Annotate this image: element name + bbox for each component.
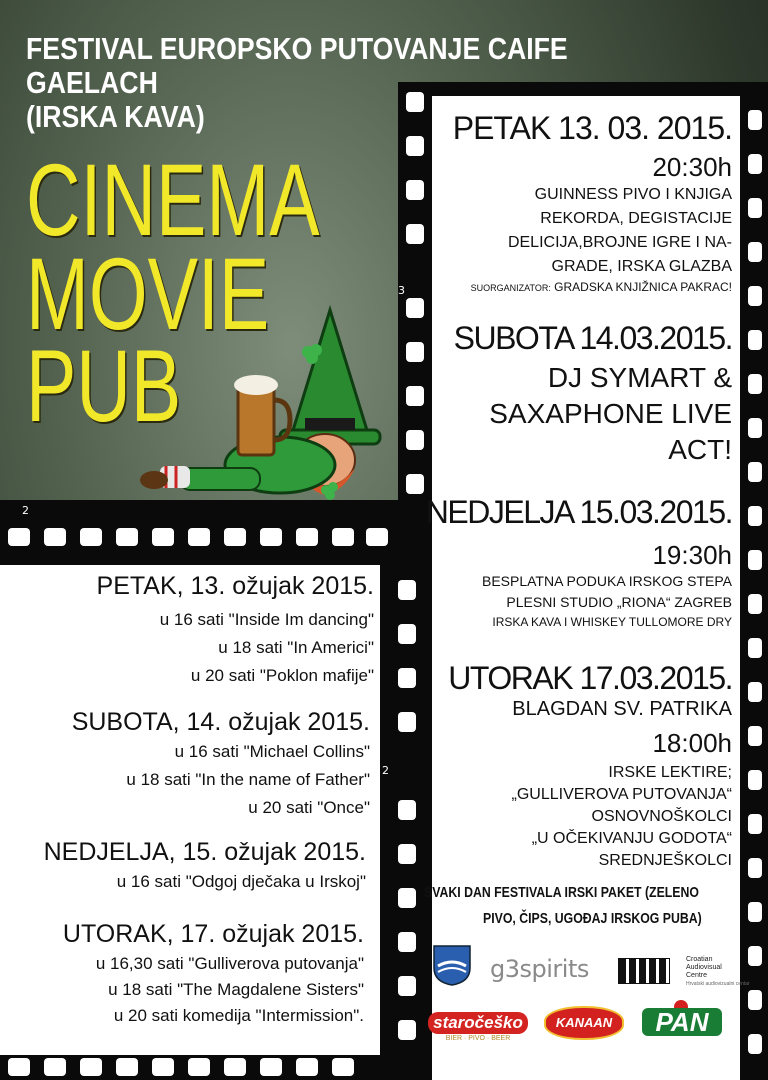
film-hole bbox=[748, 198, 762, 218]
film-hole bbox=[748, 462, 762, 482]
film-hole bbox=[748, 946, 762, 966]
right-friday-line: DELICIJA,BROJNE IGRE I NA- bbox=[507, 234, 732, 251]
film-hole bbox=[406, 180, 424, 200]
right-saturday-line: DJ SYMART & bbox=[547, 362, 732, 393]
film-hole bbox=[398, 624, 416, 644]
film-hole bbox=[748, 330, 762, 350]
starocesko-wordmark: staročeško bbox=[433, 1013, 523, 1032]
right-tuesday-subtitle: BLAGDAN SV. PATRIKA bbox=[512, 698, 732, 720]
film-hole bbox=[748, 374, 762, 394]
film-hole bbox=[398, 976, 416, 996]
festival-package-line: PIVO, ČIPS, UGOĐAJ IRSKOG PUBA) bbox=[483, 910, 702, 927]
film-hole bbox=[398, 800, 416, 820]
hac-line: Audiovisual bbox=[686, 964, 722, 971]
hac-line: Croatian bbox=[686, 956, 713, 963]
left-tuesday-film: u 20 sati komedija "Intermission". bbox=[113, 1006, 364, 1025]
film-hole bbox=[188, 528, 210, 546]
film-hole bbox=[152, 528, 174, 546]
film-hole bbox=[748, 858, 762, 878]
right-tuesday-heading: UTORAK 17.03.2015. bbox=[448, 660, 732, 696]
right-friday-line: GRADE, IRSKA GLAZBA bbox=[551, 258, 732, 275]
film-hole bbox=[748, 286, 762, 306]
hac-line: Hrvatski audiovizualni centar bbox=[686, 981, 750, 987]
film-hole bbox=[398, 580, 416, 600]
organizer-label: SUORGANIZATOR: bbox=[470, 283, 551, 293]
right-tuesday-line: OSNOVNOŠKOLCI bbox=[591, 808, 732, 825]
film-hole bbox=[116, 1058, 138, 1076]
film-hole bbox=[332, 1058, 354, 1076]
film-frame-number: 2 bbox=[382, 764, 389, 777]
right-tuesday-line: SREDNJEŠKOLCI bbox=[598, 852, 732, 869]
left-saturday-film: u 16 sati "Michael Collins" bbox=[174, 742, 370, 761]
kanaan-wordmark: KANAAN bbox=[555, 1015, 613, 1030]
title-cinema: CINEMA bbox=[26, 143, 320, 257]
film-hole bbox=[406, 298, 424, 318]
film-frame-number: 2 bbox=[22, 504, 29, 517]
left-saturday-film: u 18 sati "In the name of Father" bbox=[126, 770, 370, 789]
film-hole bbox=[748, 770, 762, 790]
film-hole bbox=[748, 990, 762, 1010]
hac-logo-mark bbox=[618, 958, 670, 984]
film-hole bbox=[748, 814, 762, 834]
film-hole bbox=[8, 1058, 30, 1076]
festival-package-line: SVAKI DAN FESTIVALA IRSKI PAKET (ZELENO bbox=[424, 884, 699, 901]
header-line-1: FESTIVAL EUROPSKO PUTOVANJE CAIFE GAELACH bbox=[26, 31, 568, 100]
film-hole bbox=[406, 386, 424, 406]
hac-logo-text bbox=[686, 956, 750, 988]
left-saturday-film: u 20 sati "Once" bbox=[248, 798, 370, 817]
film-hole bbox=[152, 1058, 174, 1076]
film-hole bbox=[332, 528, 354, 546]
film-hole bbox=[80, 528, 102, 546]
film-hole bbox=[748, 110, 762, 130]
film-hole bbox=[8, 528, 30, 546]
left-friday-film: u 18 sati "In Americi" bbox=[218, 638, 374, 657]
film-hole bbox=[366, 528, 388, 546]
film-hole bbox=[224, 528, 246, 546]
left-friday-film: u 20 sati "Poklon mafije" bbox=[190, 666, 374, 685]
film-hole bbox=[748, 638, 762, 658]
right-saturday-line: ACT! bbox=[668, 434, 732, 465]
left-tuesday-film: u 16,30 sati "Gulliverova putovanja" bbox=[95, 954, 364, 973]
town-coat-of-arms-logo bbox=[432, 944, 472, 986]
right-friday-line: REKORDA, DEGISTACIJE bbox=[540, 210, 732, 227]
pan-wordmark: PAN bbox=[655, 1007, 709, 1037]
header-line-2: (IRSKA KAVA) bbox=[26, 99, 205, 134]
right-saturday-heading: SUBOTA 14.03.2015. bbox=[453, 320, 732, 356]
film-frame-number: 3 bbox=[398, 284, 405, 297]
right-sunday-line: BESPLATNA PODUKA IRSKOG STEPA bbox=[481, 573, 732, 589]
leprechaun-illustration bbox=[140, 290, 400, 520]
film-hole bbox=[398, 712, 416, 732]
film-hole bbox=[748, 1034, 762, 1054]
left-saturday-heading: SUBOTA, 14. ožujak 2015. bbox=[71, 708, 370, 736]
film-hole bbox=[406, 136, 424, 156]
film-hole bbox=[748, 550, 762, 570]
pan-logo bbox=[642, 1000, 722, 1040]
film-hole bbox=[406, 430, 424, 450]
film-hole bbox=[748, 506, 762, 526]
film-hole bbox=[296, 528, 318, 546]
left-tuesday-heading: UTORAK, 17. ožujak 2015. bbox=[62, 920, 364, 948]
film-hole bbox=[260, 1058, 282, 1076]
film-hole bbox=[398, 888, 416, 908]
organizer-name: GRADSKA KNJIŽNICA PAKRAC! bbox=[554, 280, 732, 294]
film-hole bbox=[406, 92, 424, 112]
film-hole bbox=[44, 528, 66, 546]
right-sunday-line: IRSKA KAVA I WHISKEY TULLOMORE DRY bbox=[492, 615, 732, 629]
left-sunday-film: u 16 sati "Odgoj dječaka u Irskoj" bbox=[116, 872, 366, 891]
kanaan-logo bbox=[544, 1006, 624, 1040]
right-friday-organizer bbox=[471, 280, 732, 294]
film-hole bbox=[406, 474, 424, 494]
film-hole bbox=[748, 726, 762, 746]
film-hole bbox=[80, 1058, 102, 1076]
film-hole bbox=[116, 528, 138, 546]
film-hole bbox=[44, 1058, 66, 1076]
film-hole bbox=[406, 342, 424, 362]
starocesko-logo bbox=[428, 1004, 528, 1044]
film-hole bbox=[260, 528, 282, 546]
right-sunday-heading: NEDJELJA 15.03.2015. bbox=[425, 494, 732, 530]
right-tuesday-line: IRSKE LEKTIRE; bbox=[608, 764, 732, 781]
film-hole bbox=[398, 1020, 416, 1040]
film-hole bbox=[398, 932, 416, 952]
right-friday-time: 20:30h bbox=[652, 152, 732, 182]
title-pub: PUB bbox=[26, 329, 182, 443]
right-friday-line: GUINNESS PIVO I KNJIGA bbox=[534, 186, 732, 203]
film-hole bbox=[296, 1058, 318, 1076]
film-hole bbox=[398, 668, 416, 688]
right-saturday-line: SAXAPHONE LIVE bbox=[489, 398, 732, 429]
starocesko-tagline: BIER · PIVO · BEER bbox=[445, 1035, 511, 1042]
film-hole bbox=[748, 242, 762, 262]
hac-line: Centre bbox=[686, 972, 708, 979]
right-friday-heading: PETAK 13. 03. 2015. bbox=[452, 110, 732, 146]
g3spirits-logo: g3spirits bbox=[490, 955, 589, 983]
film-hole bbox=[748, 418, 762, 438]
right-tuesday-line: „GULLIVEROVA PUTOVANJA“ bbox=[511, 786, 732, 803]
film-hole bbox=[748, 594, 762, 614]
film-hole bbox=[188, 1058, 210, 1076]
film-hole bbox=[406, 224, 424, 244]
film-hole bbox=[748, 902, 762, 922]
left-sunday-heading: NEDJELJA, 15. ožujak 2015. bbox=[43, 838, 366, 866]
right-sunday-line: PLESNI STUDIO „RIONA“ ZAGREB bbox=[506, 594, 732, 610]
right-tuesday-line: „U OČEKIVANJU GODOTA“ bbox=[531, 830, 732, 847]
film-hole bbox=[398, 844, 416, 864]
right-tuesday-time: 18:00h bbox=[652, 728, 732, 758]
film-hole bbox=[748, 682, 762, 702]
left-tuesday-film: u 18 sati "The Magdalene Sisters" bbox=[108, 980, 364, 999]
left-friday-film: u 16 sati "Inside Im dancing" bbox=[159, 610, 374, 629]
left-friday-heading: PETAK, 13. ožujak 2015. bbox=[96, 572, 374, 600]
film-hole bbox=[224, 1058, 246, 1076]
film-hole bbox=[748, 154, 762, 174]
title-movie: MOVIE bbox=[26, 237, 270, 351]
right-sunday-time: 19:30h bbox=[652, 540, 732, 570]
